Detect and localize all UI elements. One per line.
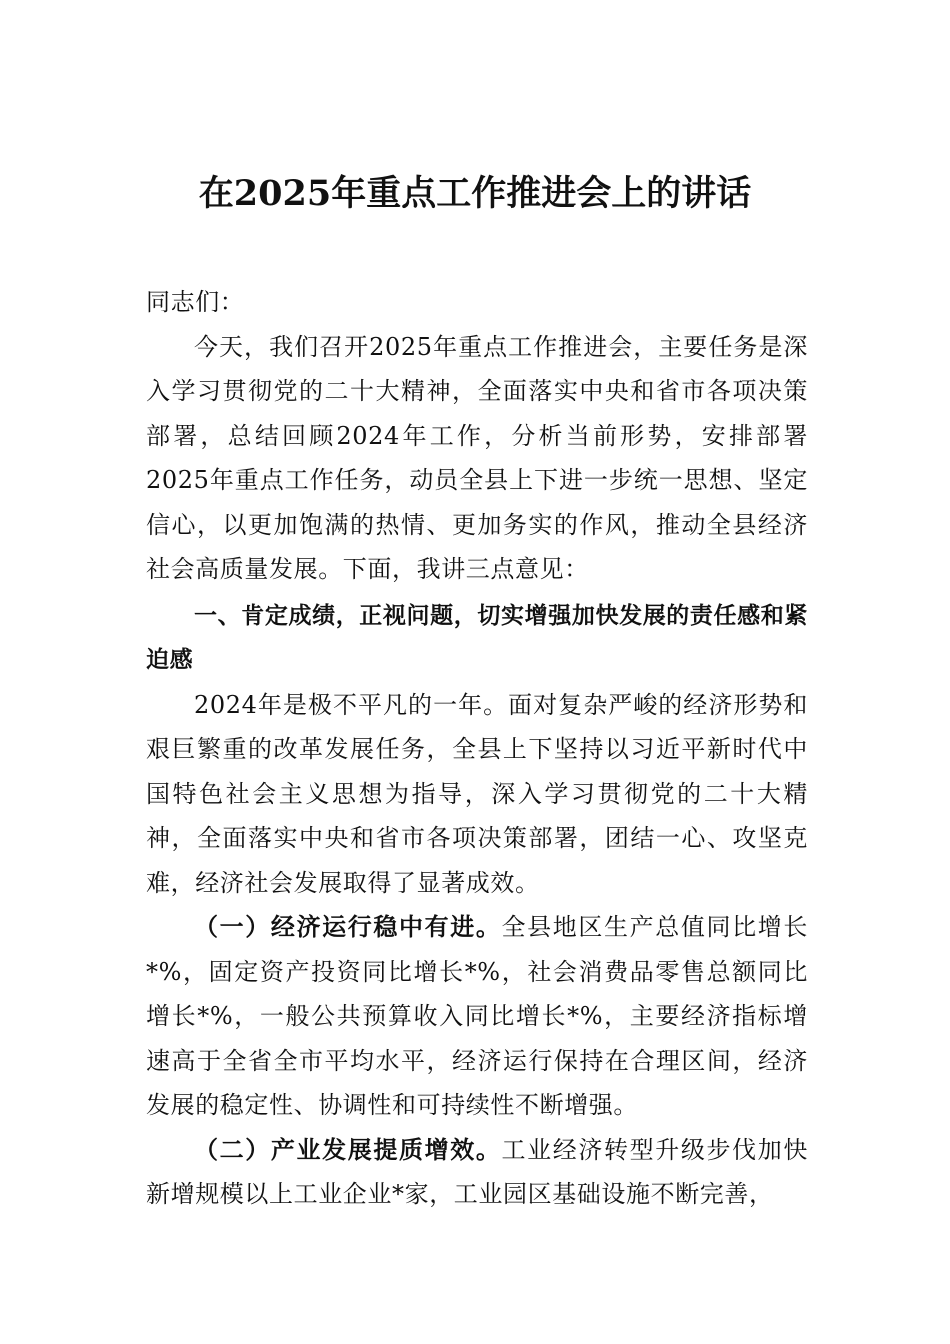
document-title: 在2025年重点工作推进会上的讲话 [198,173,752,214]
salutation: 同志们： [146,288,245,316]
document-body [146,280,808,1217]
section-1-paragraph: 2024年是极不平凡的一年。面对复杂严峻的经济形势和艰巨繁重的改革发展任务，全县上下坚持以习近平新时代中国特色社会主义思想为指导，深入学习贯彻党的二十大精神，全面落实中央和省市各项决策部署，团结一心、攻坚克难，经济社会发展取得了显著成效。 [146,690,808,897]
point-2-heading: （二）产业发展提质增效。 [194,1134,502,1164]
intro-paragraph: 今天，我们召开2025年重点工作推进会，主要任务是深入学习贯彻党的二十大精神，全面落实中央和省市各项决策部署，总结回顾2024年工作，分析当前形势，安排部署2025年重点工作任务，动员全县上下进一步统一思想、坚定信心，以更加饱满的热情、更加务实的作风，推动全县经济社会高质量发展。下面，我讲三点意见： [146,332,808,583]
point-1-text: 全县地区生产总值同比增长*%，固定资产投资同比增长*%，社会消费品零售总额同比增长*%，一般公共预算收入同比增长*%，主要经济指标增速高于全省全市平均水平，经济运行保持在合理区间，经济发展的稳定性、协调性和可持续性不断增强。 [146,913,808,1119]
point-2-text: 工业经济转型升级步伐加快新增规模以上工业企业*家，工业园区基础设施不断完善， [146,1135,808,1208]
point-2-paragraph [146,1128,808,1217]
section-1-heading: 一、肯定成绩，正视问题，切实增强加快发展的责任感和紧迫感 [146,602,808,673]
point-1-paragraph [146,905,808,1128]
point-1-heading: （一）经济运行稳中有进。 [194,912,502,941]
